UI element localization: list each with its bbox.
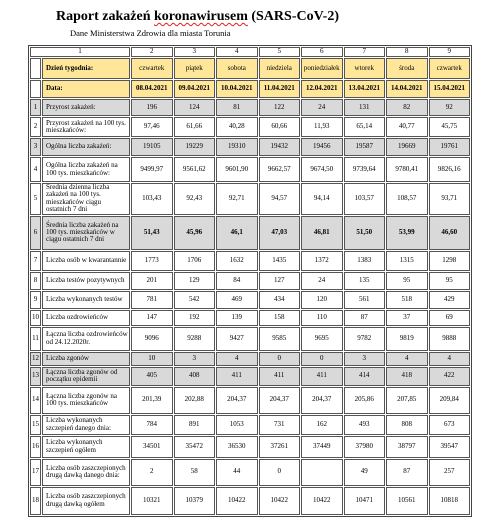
value-cell: 9819 xyxy=(386,327,428,351)
value-cell: 44 xyxy=(216,459,258,486)
row-number: 18 xyxy=(30,487,41,515)
value-cell: 1372 xyxy=(301,251,343,271)
value-cell: 61,66 xyxy=(174,117,216,137)
value-cell: 45,96 xyxy=(174,216,216,250)
value-cell: 201 xyxy=(131,272,173,290)
value-cell: 9499,97 xyxy=(131,157,173,182)
title-text-start: Raport zakażeń xyxy=(56,9,154,24)
value-cell: 84 xyxy=(216,272,258,290)
value-cell: 411 xyxy=(301,367,343,386)
value-cell: 411 xyxy=(259,367,301,386)
date-row xyxy=(30,80,470,98)
day-of-week-cell: niedziela xyxy=(259,58,301,79)
value-cell: 0 xyxy=(259,459,301,486)
day-of-week-row xyxy=(30,58,470,79)
row-number: 13 xyxy=(30,367,41,386)
value-cell: 3 xyxy=(174,352,216,366)
row-label: Liczba osób zaszczepionych drugą dawką ogółem xyxy=(42,487,130,515)
value-cell: 0 xyxy=(301,352,343,366)
report-table-body xyxy=(30,47,470,515)
row-label: Przyrost zakażeń na 100 tys. mieszkańców: xyxy=(42,117,130,137)
row-number: 16 xyxy=(30,436,41,458)
row-label: Liczba testów pozytywnych xyxy=(42,272,130,290)
table-row xyxy=(30,310,470,326)
value-cell: 9780,41 xyxy=(386,157,428,182)
value-cell: 784 xyxy=(131,415,173,435)
value-cell: 10321 xyxy=(131,487,173,515)
value-cell: 542 xyxy=(174,291,216,309)
value-cell: 891 xyxy=(174,415,216,435)
row-number: 9 xyxy=(30,291,41,309)
table-row xyxy=(30,459,470,486)
value-cell: 158 xyxy=(259,310,301,326)
value-cell: 9601,90 xyxy=(216,157,258,182)
row-label: Ogólna liczba zakażeń: xyxy=(42,138,130,156)
date-cell: 11.04.2021 xyxy=(259,80,301,98)
value-cell: 35472 xyxy=(174,436,216,458)
value-cell: 10818 xyxy=(429,487,471,515)
value-cell: 10422 xyxy=(216,487,258,515)
value-cell: 196 xyxy=(131,99,173,116)
table-row xyxy=(30,138,470,156)
value-cell: 257 xyxy=(429,459,471,486)
row-label: Liczba wykonanych szczepień danego dnia: xyxy=(42,415,130,435)
value-cell: 4 xyxy=(386,352,428,366)
value-cell: 39547 xyxy=(429,436,471,458)
table-row xyxy=(30,272,470,290)
value-cell: 9288 xyxy=(174,327,216,351)
row-number: 5 xyxy=(30,183,41,215)
value-cell: 9427 xyxy=(216,327,258,351)
value-cell: 34501 xyxy=(131,436,173,458)
date-cell: 08.04.2021 xyxy=(131,80,173,98)
row-label: Liczba zgonów xyxy=(42,352,130,366)
value-cell: 192 xyxy=(174,310,216,326)
value-cell: 36530 xyxy=(216,436,258,458)
row-label: Średnia liczba zakażeń na 100 tys. mieszkańców w ciągu ostatnich 7 dni xyxy=(42,216,130,250)
row-number: 2 xyxy=(30,117,41,137)
value-cell: 19105 xyxy=(131,138,173,156)
row-label: Liczba wykonanych testów xyxy=(42,291,130,309)
value-cell: 2 xyxy=(131,459,173,486)
value-cell: 781 xyxy=(131,291,173,309)
row-number: 3 xyxy=(30,138,41,156)
row-label: Łączna liczba zgonów na 100 tys. mieszkańców xyxy=(42,387,130,414)
value-cell: 40,28 xyxy=(216,117,258,137)
value-cell: 9826,16 xyxy=(429,157,471,182)
value-cell: 51,43 xyxy=(131,216,173,250)
value-cell: 405 xyxy=(131,367,173,386)
table-row xyxy=(30,387,470,414)
value-cell: 9096 xyxy=(131,327,173,351)
value-cell: 9662,57 xyxy=(259,157,301,182)
value-cell: 19432 xyxy=(259,138,301,156)
value-cell: 19761 xyxy=(429,138,471,156)
row-label: Liczba osób w kwarantannie xyxy=(42,251,130,271)
value-cell: 1315 xyxy=(386,251,428,271)
day-of-week-cell: czwartek xyxy=(429,58,471,79)
date-cell: 14.04.2021 xyxy=(386,80,428,98)
value-cell: 65,14 xyxy=(344,117,386,137)
column-number: 4 xyxy=(216,47,258,57)
row-number: 1 xyxy=(30,99,41,116)
row-number: 10 xyxy=(30,310,41,326)
value-cell: 1298 xyxy=(429,251,471,271)
row-number: 11 xyxy=(30,327,41,351)
value-cell: 202,88 xyxy=(174,387,216,414)
value-cell: 9585 xyxy=(259,327,301,351)
value-cell: 47,03 xyxy=(259,216,301,250)
day-of-week-cell: środa xyxy=(386,58,428,79)
value-cell: 82 xyxy=(386,99,428,116)
value-cell: 124 xyxy=(174,99,216,116)
row-label: Liczba wykonanych szczepień ogółem xyxy=(42,436,130,458)
value-cell: 95 xyxy=(429,272,471,290)
report-subtitle: Dane Ministerstwa Zdrowia dla miasta Torunia xyxy=(70,28,231,38)
value-cell: 673 xyxy=(429,415,471,435)
value-cell: 808 xyxy=(386,415,428,435)
day-of-week-label: Dzień tygodnia: xyxy=(42,58,130,79)
value-cell: 9695 xyxy=(301,327,343,351)
table-row xyxy=(30,251,470,271)
value-cell: 129 xyxy=(174,272,216,290)
value-cell: 108,57 xyxy=(386,183,428,215)
table-row xyxy=(30,183,470,215)
value-cell: 204,37 xyxy=(259,387,301,414)
row-number: 15 xyxy=(30,415,41,435)
value-cell: 209,84 xyxy=(429,387,471,414)
value-cell: 10422 xyxy=(259,487,301,515)
report-table xyxy=(28,45,472,517)
table-row xyxy=(30,216,470,250)
column-number: 5 xyxy=(259,47,301,57)
value-cell: 51,50 xyxy=(344,216,386,250)
day-of-week-cell: poniedziałek xyxy=(301,58,343,79)
value-cell: 122 xyxy=(259,99,301,116)
row-number-empty xyxy=(30,58,41,79)
value-cell: 19456 xyxy=(301,138,343,156)
value-cell: 422 xyxy=(429,367,471,386)
value-cell: 19229 xyxy=(174,138,216,156)
column-number: 3 xyxy=(174,47,216,57)
value-cell: 10379 xyxy=(174,487,216,515)
row-label: Ogólna liczba zakażeń na 100 tys. mieszkańców: xyxy=(42,157,130,182)
column-number: 1 xyxy=(30,47,130,57)
value-cell: 204,37 xyxy=(301,387,343,414)
value-cell: 103,57 xyxy=(344,183,386,215)
value-cell: 53,99 xyxy=(386,216,428,250)
date-cell: 09.04.2021 xyxy=(174,80,216,98)
value-cell: 408 xyxy=(174,367,216,386)
value-cell: 69 xyxy=(429,310,471,326)
value-cell: 4 xyxy=(429,352,471,366)
row-number: 14 xyxy=(30,387,41,414)
value-cell: 201,39 xyxy=(131,387,173,414)
column-number: 2 xyxy=(131,47,173,57)
table-row xyxy=(30,117,470,137)
value-cell: 469 xyxy=(216,291,258,309)
value-cell: 731 xyxy=(259,415,301,435)
value-cell: 81 xyxy=(216,99,258,116)
value-cell: 93,71 xyxy=(429,183,471,215)
value-cell: 58 xyxy=(174,459,216,486)
value-cell: 103,43 xyxy=(131,183,173,215)
table-row xyxy=(30,99,470,116)
value-cell: 87 xyxy=(386,459,428,486)
value-cell: 37 xyxy=(386,310,428,326)
row-number: 4 xyxy=(30,157,41,182)
value-cell: 3 xyxy=(344,352,386,366)
value-cell: 11,93 xyxy=(301,117,343,137)
value-cell: 110 xyxy=(301,310,343,326)
table-row xyxy=(30,367,470,386)
row-number: 17 xyxy=(30,459,41,486)
value-cell: 9739,64 xyxy=(344,157,386,182)
value-cell: 147 xyxy=(131,310,173,326)
value-cell: 131 xyxy=(344,99,386,116)
date-cell: 12.04.2021 xyxy=(301,80,343,98)
value-cell: 9561,62 xyxy=(174,157,216,182)
value-cell: 0 xyxy=(259,352,301,366)
value-cell: 493 xyxy=(344,415,386,435)
table-row xyxy=(30,436,470,458)
value-cell: 95 xyxy=(386,272,428,290)
row-label: Liczba osób zaszczepionych drugą dawką danego dnia: xyxy=(42,459,130,486)
table-row xyxy=(30,487,470,515)
value-cell: 46,60 xyxy=(429,216,471,250)
value-cell: 205,86 xyxy=(344,387,386,414)
table-row xyxy=(30,327,470,351)
table-row xyxy=(30,291,470,309)
value-cell: 10471 xyxy=(344,487,386,515)
row-label: Przyrost zakażeń: xyxy=(42,99,130,116)
value-cell: 19669 xyxy=(386,138,428,156)
value-cell: 10422 xyxy=(301,487,343,515)
value-cell: 37449 xyxy=(301,436,343,458)
value-cell: 9674,50 xyxy=(301,157,343,182)
value-cell: 1632 xyxy=(216,251,258,271)
row-label: Łączna liczba ozdrowieńców od 24.12.2020r. xyxy=(42,327,130,351)
title-spellcheck-flagged-word: koronawirusem xyxy=(154,9,248,24)
value-cell: 434 xyxy=(259,291,301,309)
value-cell: 135 xyxy=(344,272,386,290)
value-cell: 24 xyxy=(301,99,343,116)
value-cell: 46,1 xyxy=(216,216,258,250)
value-cell: 414 xyxy=(344,367,386,386)
row-number: 7 xyxy=(30,251,41,271)
value-cell: 207,85 xyxy=(386,387,428,414)
row-label: Liczba ozdrowieńców xyxy=(42,310,130,326)
row-number-empty xyxy=(30,80,41,98)
table-row xyxy=(30,352,470,366)
value-cell: 37980 xyxy=(344,436,386,458)
value-cell: 37261 xyxy=(259,436,301,458)
date-cell: 13.04.2021 xyxy=(344,80,386,98)
value-cell: 518 xyxy=(386,291,428,309)
value-cell: 24 xyxy=(301,272,343,290)
value-cell: 418 xyxy=(386,367,428,386)
value-cell: 92,43 xyxy=(174,183,216,215)
day-of-week-cell: piątek xyxy=(174,58,216,79)
date-label: Data: xyxy=(42,80,130,98)
value-cell: 411 xyxy=(216,367,258,386)
value-cell: 127 xyxy=(259,272,301,290)
value-cell: 162 xyxy=(301,415,343,435)
column-number: 9 xyxy=(429,47,471,57)
day-of-week-cell: sobota xyxy=(216,58,258,79)
value-cell: 1383 xyxy=(344,251,386,271)
value-cell: 561 xyxy=(344,291,386,309)
value-cell: 60,66 xyxy=(259,117,301,137)
value-cell: 94,57 xyxy=(259,183,301,215)
report-title xyxy=(56,9,339,25)
value-cell: 40,77 xyxy=(386,117,428,137)
date-cell: 10.04.2021 xyxy=(216,80,258,98)
value-cell: 19587 xyxy=(344,138,386,156)
value-cell: 94,14 xyxy=(301,183,343,215)
row-number: 12 xyxy=(30,352,41,366)
value-cell: 45,75 xyxy=(429,117,471,137)
column-number: 6 xyxy=(301,47,343,57)
value-cell: 9782 xyxy=(344,327,386,351)
value-cell: 1053 xyxy=(216,415,258,435)
value-cell: 139 xyxy=(216,310,258,326)
value-cell: 49 xyxy=(344,459,386,486)
value-cell: 120 xyxy=(301,291,343,309)
value-cell: 87 xyxy=(344,310,386,326)
value-cell: 1706 xyxy=(174,251,216,271)
value-cell: 429 xyxy=(429,291,471,309)
value-cell: 38797 xyxy=(386,436,428,458)
date-cell: 15.04.2021 xyxy=(429,80,471,98)
column-number: 7 xyxy=(344,47,386,57)
value-cell: 4 xyxy=(216,352,258,366)
value-cell: 92 xyxy=(429,99,471,116)
value-cell: 92,71 xyxy=(216,183,258,215)
row-label: Średnia dzienna liczba zakażeń na 100 tys. mieszkańców ciągu ostatnich 7 dni xyxy=(42,183,130,215)
value-cell: 1773 xyxy=(131,251,173,271)
row-number: 6 xyxy=(30,216,41,250)
value-cell: 204,37 xyxy=(216,387,258,414)
value-cell: 10561 xyxy=(386,487,428,515)
day-of-week-cell: czwartek xyxy=(131,58,173,79)
value-cell xyxy=(301,459,343,486)
table-row xyxy=(30,157,470,182)
value-cell: 46,81 xyxy=(301,216,343,250)
row-number: 8 xyxy=(30,272,41,290)
value-cell: 9888 xyxy=(429,327,471,351)
value-cell: 97,46 xyxy=(131,117,173,137)
day-of-week-cell: wtorek xyxy=(344,58,386,79)
value-cell: 19310 xyxy=(216,138,258,156)
value-cell: 1435 xyxy=(259,251,301,271)
column-number-row xyxy=(30,47,470,57)
row-label: Łączna liczba zgonów od początku epidemii xyxy=(42,367,130,386)
column-number: 8 xyxy=(386,47,428,57)
table-row xyxy=(30,415,470,435)
value-cell: 10 xyxy=(131,352,173,366)
title-text-end: (SARS-CoV-2) xyxy=(247,9,339,24)
